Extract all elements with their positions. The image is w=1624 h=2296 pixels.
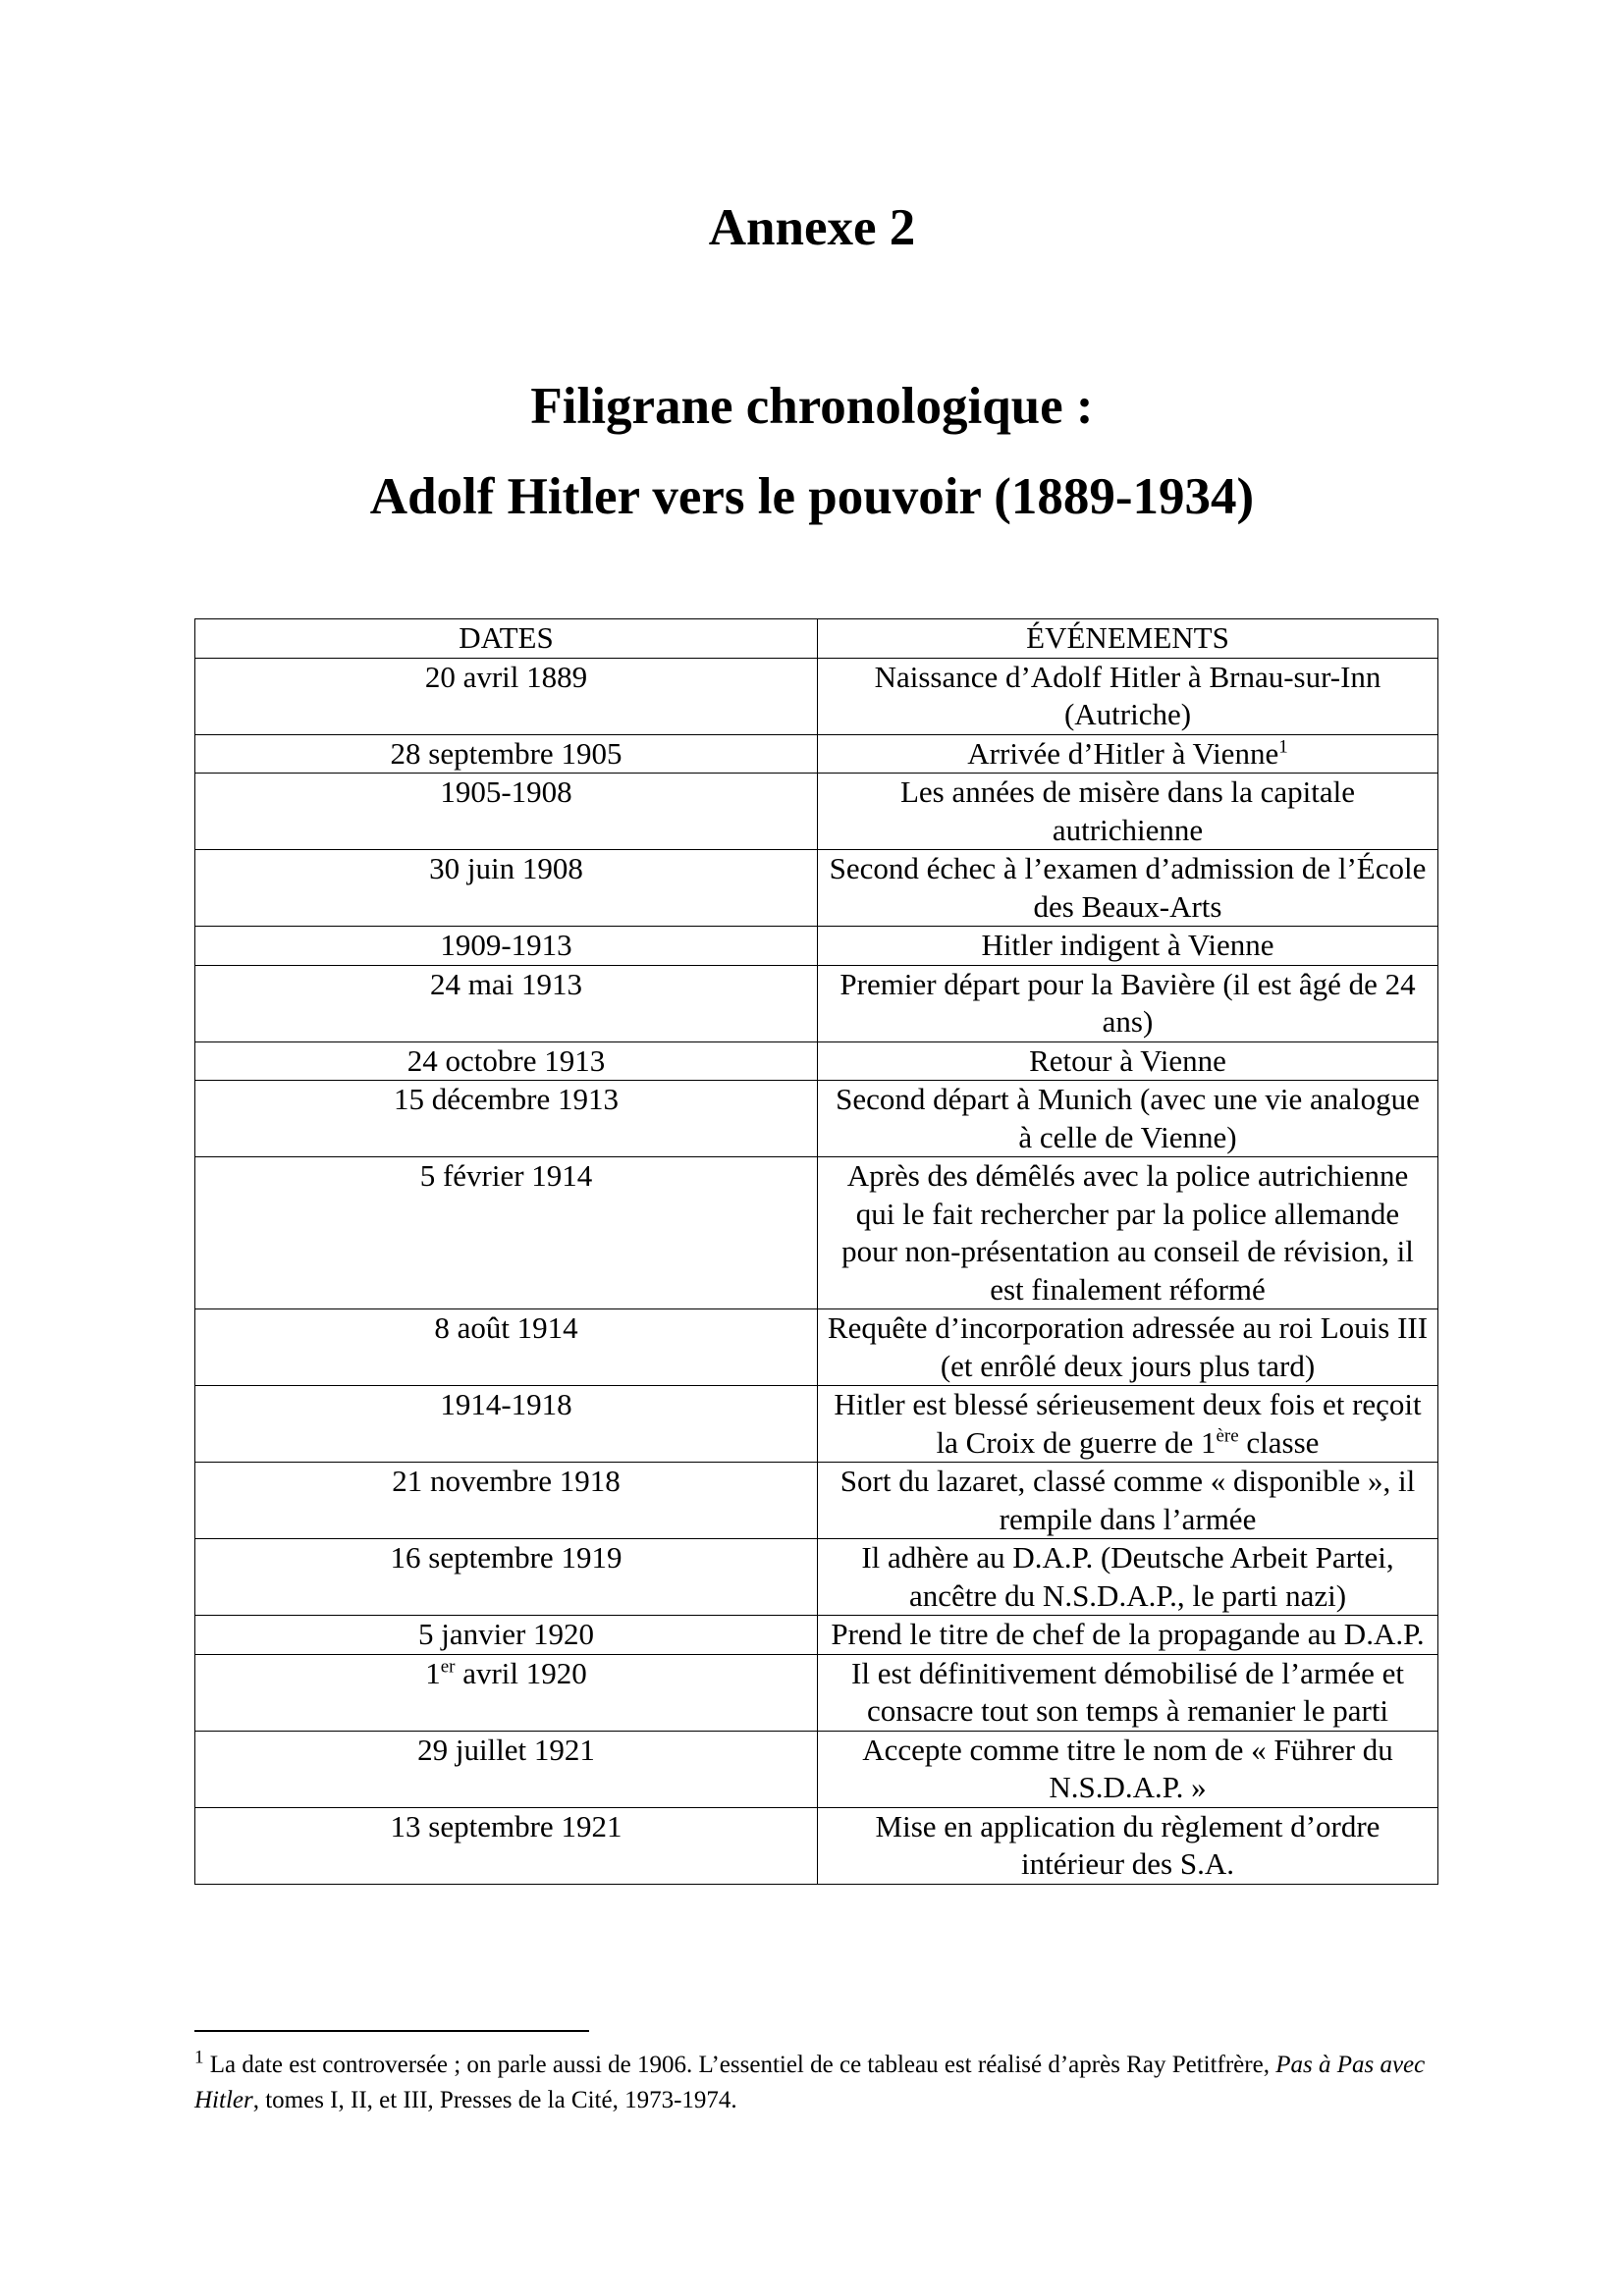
- header-dates: DATES: [195, 619, 818, 659]
- date-text-after: avril 1920: [455, 1655, 587, 1690]
- event-text: Naissance d’Adolf Hitler à Brnau-sur-Inn (Autriche): [874, 659, 1381, 731]
- subtitle-line-2: Adolf Hitler vers le pouvoir (1889-1934): [369, 468, 1255, 525]
- event-cell: [818, 1157, 1438, 1309]
- date-cell: [195, 1041, 818, 1081]
- event-cell: [818, 734, 1438, 774]
- date-text: 8 août 1914: [434, 1310, 578, 1345]
- event-superscript: 1: [1278, 736, 1288, 758]
- date-cell: [195, 1386, 818, 1463]
- event-cell: [818, 1731, 1438, 1807]
- date-cell: [195, 658, 818, 734]
- table-row: [195, 1463, 1438, 1539]
- date-cell: [195, 927, 818, 966]
- date-superscript: er: [440, 1656, 456, 1678]
- event-text: Retour à Vienne: [1029, 1042, 1226, 1078]
- date-text: 1905-1908: [440, 774, 572, 809]
- event-superscript: ère: [1216, 1425, 1239, 1447]
- date-cell: [195, 1616, 818, 1655]
- table-row: [195, 850, 1438, 927]
- event-text-after: classe: [1238, 1424, 1320, 1460]
- date-cell: [195, 1807, 818, 1884]
- event-cell: [818, 1463, 1438, 1539]
- event-cell: [818, 774, 1438, 850]
- date-text: 21 novembre 1918: [392, 1464, 621, 1498]
- footnote-marker: 1: [194, 2047, 204, 2068]
- event-text: Hitler indigent à Vienne: [981, 928, 1274, 962]
- event-cell: [818, 1807, 1438, 1884]
- event-cell: [818, 1539, 1438, 1616]
- date-cell: [195, 965, 818, 1041]
- event-text: Hitler est blessé sérieusement deux fois et reçoit la Croix de guerre de 1: [834, 1387, 1422, 1460]
- event-cell: [818, 965, 1438, 1041]
- date-cell: [195, 1463, 818, 1539]
- table-row: [195, 1539, 1438, 1616]
- event-text: Sort du lazaret, classé comme « disponible », il rempile dans l’armée: [839, 1464, 1416, 1536]
- table-body: [195, 658, 1438, 1884]
- event-text: Second départ à Munich (avec une vie analogue à celle de Vienne): [836, 1082, 1420, 1154]
- date-text: 30 juin 1908: [429, 851, 583, 885]
- footnote-book-title: Pas à Pas avec Hitler: [194, 2052, 1426, 2113]
- table-row: [195, 1041, 1438, 1081]
- event-cell: [818, 1386, 1438, 1463]
- date-text: 16 septembre 1919: [390, 1540, 623, 1575]
- date-cell: [195, 1309, 818, 1386]
- event-text: Il est définitivement démobilisé de l’armée et consacre tout son temps à remanier le parti: [851, 1655, 1404, 1728]
- date-text: 5 janvier 1920: [417, 1617, 595, 1651]
- table-row: [195, 774, 1438, 850]
- date-text: 5 février 1914: [419, 1158, 593, 1193]
- table-row: [195, 1616, 1438, 1655]
- table-row: [195, 1654, 1438, 1731]
- date-text: 20 avril 1889: [424, 659, 588, 694]
- event-text: Mise en application du règlement d’ordre intérieur des S.A.: [875, 1808, 1380, 1881]
- header-events: ÉVÉNEMENTS: [818, 619, 1438, 659]
- event-cell: [818, 850, 1438, 927]
- event-text: Il adhère au D.A.P. (Deutsche Arbeit Partei, ancêtre du N.S.D.A.P., le parti nazi): [861, 1540, 1394, 1613]
- event-text: Requête d’incorporation adressée au roi Louis III (et enrôlé deux jours plus tard): [827, 1310, 1429, 1383]
- event-text: Prend le titre de chef de la propagande au D.A.P.: [831, 1617, 1425, 1651]
- table-header-row: [195, 619, 1438, 659]
- table-row: [195, 658, 1438, 734]
- table-row: [195, 1807, 1438, 1884]
- event-text: Second échec à l’examen d’admission de l’École des Beaux-Arts: [829, 851, 1427, 924]
- table-row: [195, 1157, 1438, 1309]
- event-cell: [818, 1616, 1438, 1655]
- date-cell: [195, 1157, 818, 1309]
- date-text: 1914-1918: [440, 1387, 572, 1421]
- table-row: [195, 1081, 1438, 1157]
- date-cell: [195, 1539, 818, 1616]
- event-text: Accepte comme titre le nom de « Führer du N.S.D.A.P. »: [862, 1732, 1393, 1804]
- date-text: 15 décembre 1913: [394, 1082, 619, 1116]
- subtitle-line-1: Filigrane chronologique :: [530, 378, 1094, 435]
- date-cell: [195, 850, 818, 927]
- event-cell: [818, 1041, 1438, 1081]
- event-cell: [818, 1309, 1438, 1386]
- footnote-separator: [194, 2030, 589, 2032]
- date-text: 28 septembre 1905: [390, 735, 623, 771]
- table-row: [195, 1386, 1438, 1463]
- table-row: [195, 734, 1438, 774]
- event-text: Premier départ pour la Bavière (il est âgé de 24 ans): [839, 966, 1416, 1039]
- table-row: [195, 927, 1438, 966]
- date-cell: [195, 774, 818, 850]
- date-text: 13 septembre 1921: [390, 1808, 623, 1843]
- footnote-text-after: , tomes I, II, et III, Presses de la Cité, 1973-1974.: [252, 2087, 737, 2113]
- event-cell: [818, 927, 1438, 966]
- date-cell: [195, 734, 818, 774]
- table-row: [195, 1731, 1438, 1807]
- footnote: [194, 2048, 1437, 2118]
- event-cell: [818, 1654, 1438, 1731]
- date-cell: [195, 1731, 818, 1807]
- annex-heading: Annexe 2: [708, 199, 916, 256]
- event-text: Arrivée d’Hitler à Vienne: [967, 735, 1279, 771]
- table-row: [195, 965, 1438, 1041]
- date-text: 24 mai 1913: [430, 966, 582, 1001]
- date-text: 24 octobre 1913: [406, 1042, 606, 1078]
- date-cell: [195, 1081, 818, 1157]
- event-cell: [818, 1081, 1438, 1157]
- event-text: Les années de misère dans la capitale autrichienne: [899, 774, 1356, 847]
- date-text: 1: [425, 1655, 441, 1690]
- footnote-text: La date est controversée ; on parle aussi de 1906. L’essentiel de ce tableau est réalisé d’après Ray Petitfrère,: [203, 2052, 1276, 2078]
- event-text: Après des démêlés avec la police autrichienne qui le fait rechercher par la police allemande pour non-présentation au conseil de révision, il est finalement réformé: [841, 1158, 1414, 1307]
- chronology-table: [194, 618, 1438, 1885]
- event-cell: [818, 658, 1438, 734]
- date-text: 29 juillet 1921: [417, 1732, 595, 1767]
- date-cell: [195, 1654, 818, 1731]
- date-text: 1909-1913: [440, 928, 572, 962]
- table-row: [195, 1309, 1438, 1386]
